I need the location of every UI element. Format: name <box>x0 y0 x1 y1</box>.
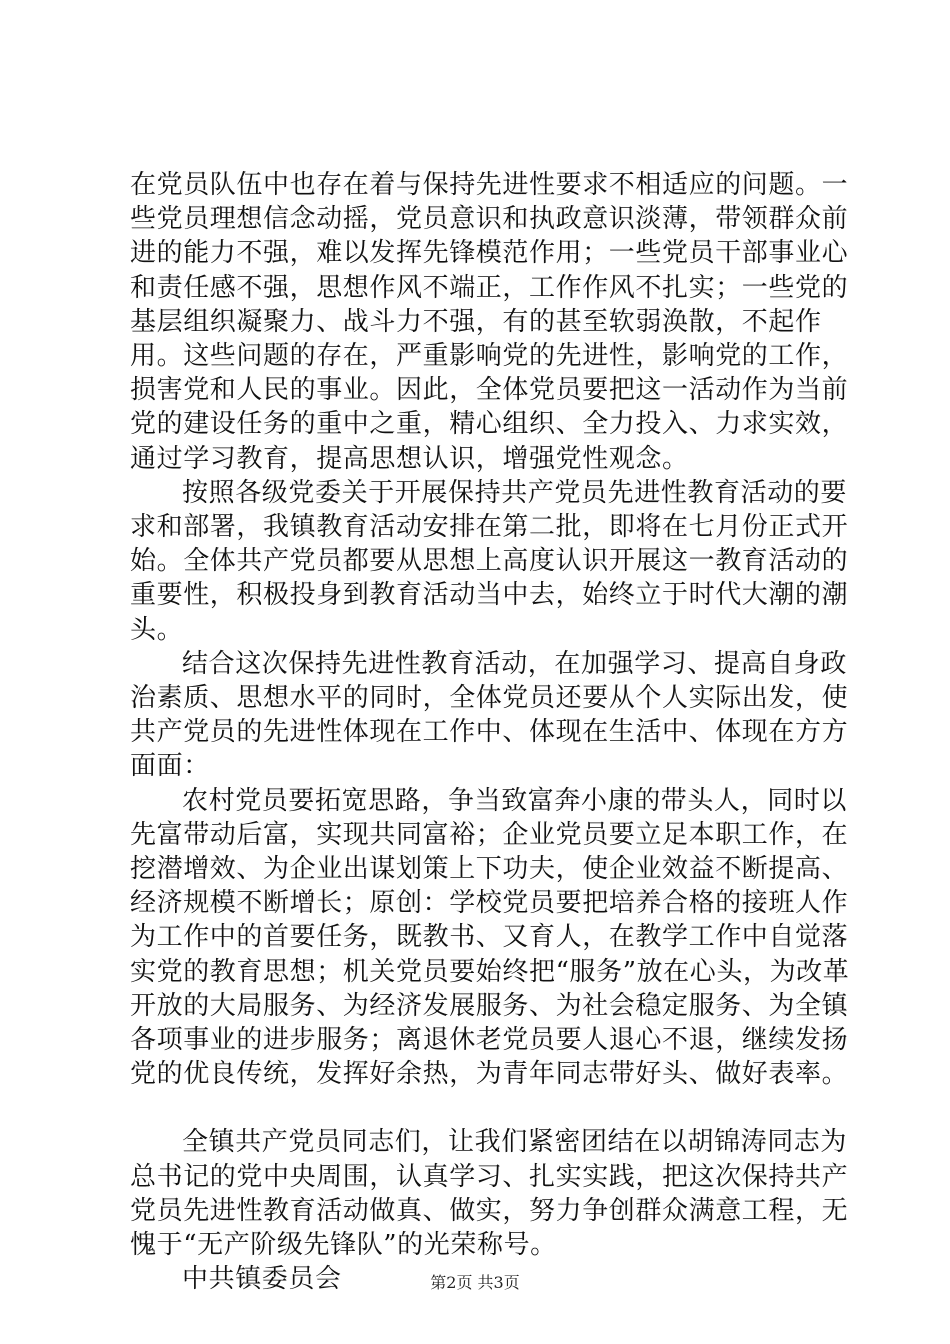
paragraph-2: 按照各级党委关于开展保持共产党员先进性教育活动的要求和部署，我镇教育活动安排在第二批，即将在七月份正式开始。全体共产党员都要从思想上高度认识开展这一教育活动的重要性，积极投身到教育活动当中去，始终立于时代大潮的潮头。 <box>130 477 849 645</box>
paragraph-spacer <box>130 1091 850 1125</box>
paragraph-1: 在党员队伍中也存在着与保持先进性要求不相适应的问题。一些党员理想信念动摇，党员意识和执政意识淡薄，带领群众前进的能力不强，难以发挥先锋模范作用；一些党员干部事业心和责任感不强，思想作风不端正，工作作风不扎实；一些党的基层组织凝聚力、战斗力不强，有的甚至软弱涣散，不起作用。这些问题的存在，严重影响党的先进性，影响党的工作，损害党和人民的事业。因此，全体党员要把这一活动作为当前党的建设任务的重中之重，精心组织、全力投入、力求实效，通过学习教育，提高思想认识，增强党性观念。 <box>130 170 849 474</box>
page-number: 第2页 共3页 <box>430 1273 520 1292</box>
paragraph-5: 全镇共产党员同志们，让我们紧密团结在以胡锦涛同志为总书记的党中央周围，认真学习、扎实实践，把这次保持共产党员先进性教育活动做真、做实，努力争创群众满意工程，无愧于“无产阶级先锋队”的光荣称号。 <box>130 1127 849 1261</box>
signature: 中共镇委员会 <box>182 1264 342 1295</box>
document-body <box>130 168 850 1297</box>
paragraph-3: 结合这次保持先进性教育活动，在加强学习、提高自身政治素质、思想水平的同时，全体党员还要从个人实际出发，使共产党员的先进性体现在工作中、体现在生活中、体现在方方面面： <box>130 648 849 782</box>
paragraph-4: 农村党员要拓宽思路，争当致富奔小康的带头人，同时以先富带动后富，实现共同富裕；企业党员要立足本职工作，在挖潜增效、为企业出谋划策上下功夫，使企业效益不断提高、经济规模不断增长；原创：学校党员要把培养合格的接班人作为工作中的首要任务，既教书、又育人，在教学工作中自觉落实党的教育思想；机关党员要始终把“服务”放在心头，为改革开放的大局服务、为经济发展服务、为社会稳定服务、为全镇各项事业的进步服务；离退休老党员要人退心不退，继续发扬党的优良传统，发挥好余热，为青年同志带好头、做好表率。 <box>130 785 850 1090</box>
